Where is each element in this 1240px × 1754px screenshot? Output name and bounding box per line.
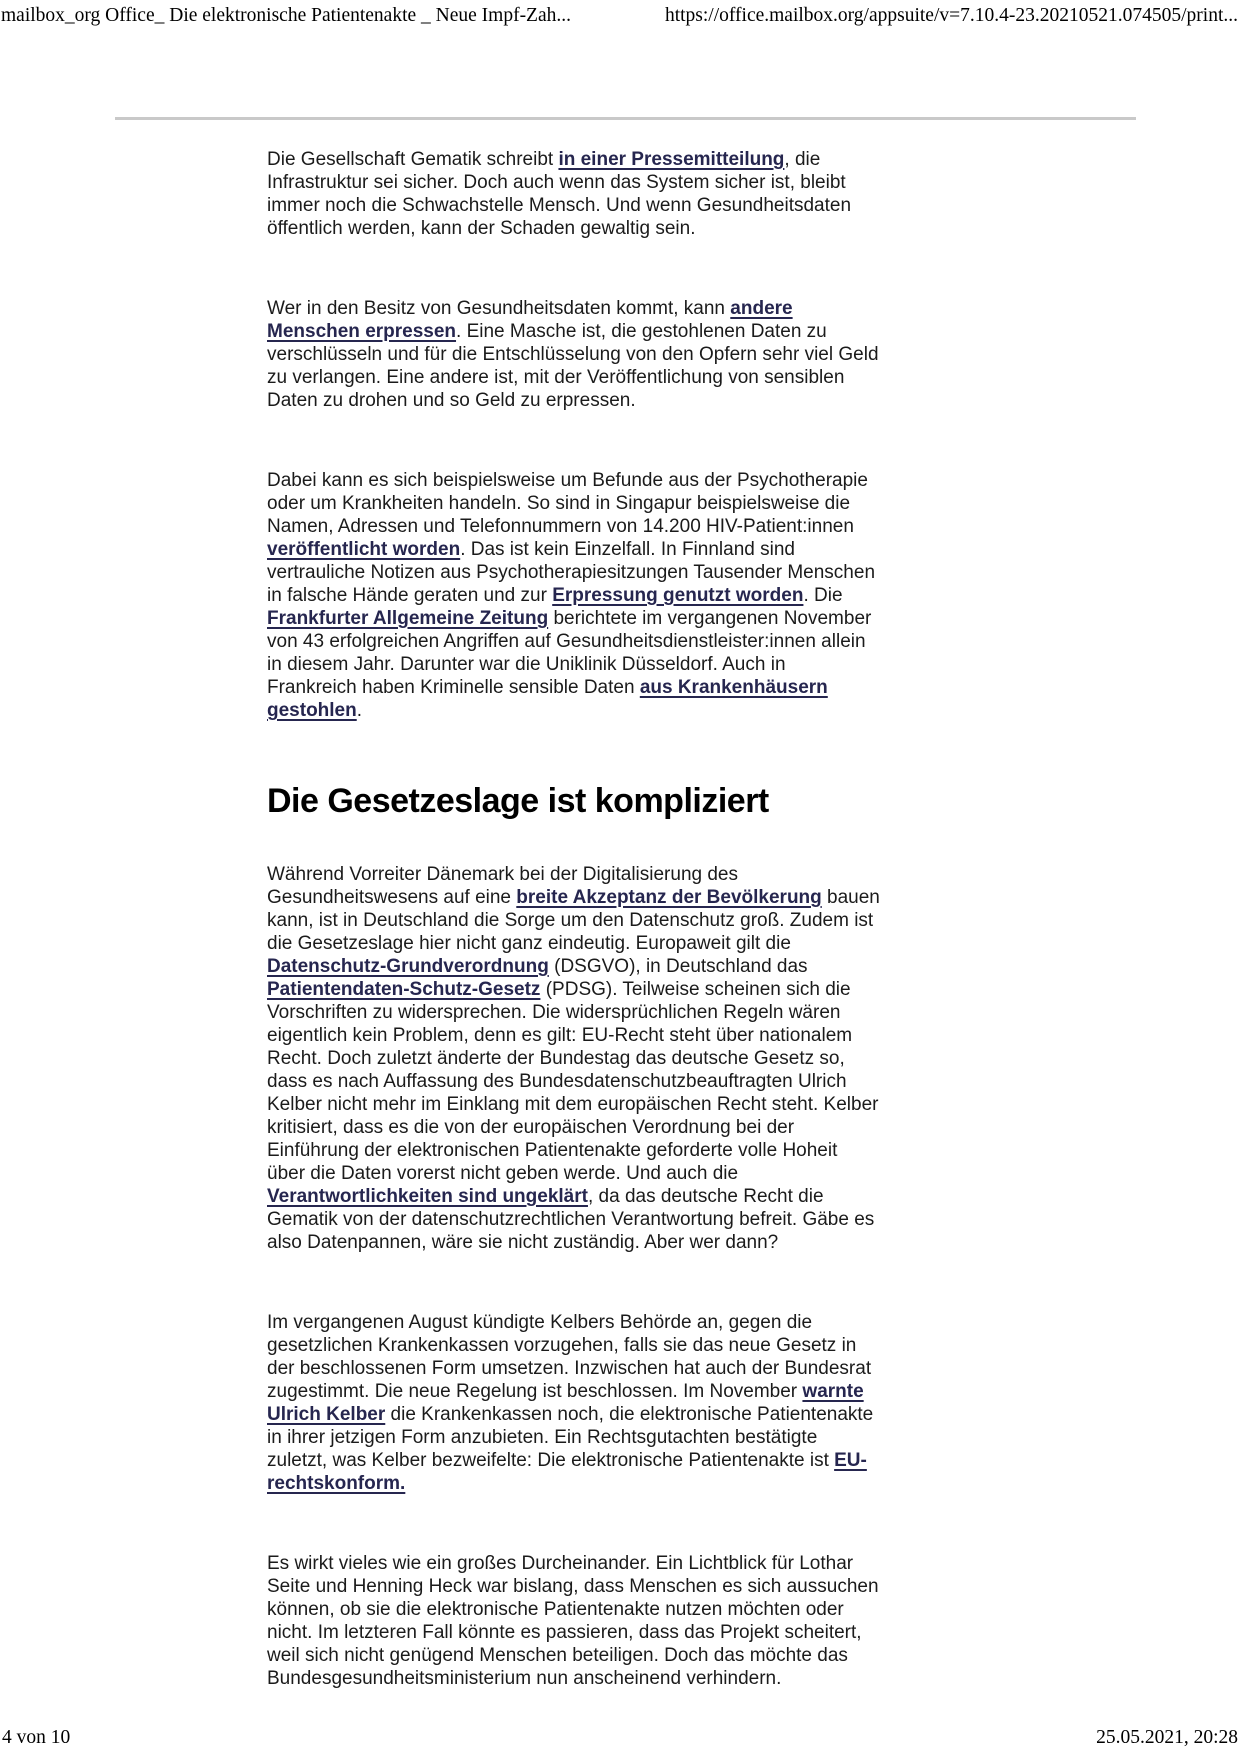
paragraph: Es wirkt vieles wie ein großes Durcheinander. Ein Lichtblick für Lothar Seite und Henning Heck war bislang, dass Menschen es sich aussuchen können, ob sie die elektronische Patientenakte nutzen möchten oder nicht. Im letzteren Fall könnte es passieren, dass das Projekt scheitert, weil sich nicht genügend Menschen beteiligen. Doch das möchte das Bundesgesundheitsministerium nun anscheinend verhindern. [267,1553,879,1689]
article [267,148,880,1747]
inline-link[interactable]: veröffentlicht worden [267,539,461,560]
paragraph: Während Vorreiter Dänemark bei der Digitalisierung des Gesundheitswesens auf eine breite Akzeptanz der Bevölkerung bauen kann, ist in Deutschland die Sorge um den Datenschutz groß. Zudem ist die Gesetzeslage hier nicht ganz eindeutig. Europaweit gilt die Datenschutz-Grundverordnung (DSGVO), in Deutschland das Patientendaten-Schutz-Gesetz (PDSG). Teilweise scheinen sich die Vorschriften zu widersprechen. Die widersprüchlichen Regeln wären eigentlich kein Problem, denn es gilt: EU-Recht steht über nationalem Recht. Doch zuletzt änderte der Bundestag das deutsche Gesetz so, dass es nach Auffassung des Bundesdatenschutzbeauftragten Ulrich Kelber nicht mehr im Einklang mit dem europäischen Recht steht. Kelber kritisiert, dass es die von der europäischen Verordnung bei der Einführung der elektronischen Patientenakte geforderte volle Hoheit über die Daten vorerst nicht geben werde. Und auch die Verantwortlichkeiten sind ungeklärt, da das deutsche Recht die Gematik von der datenschutzrechtlichen Verantwortung befreit. Gäbe es also Datenpannen, wäre sie nicht zuständig. Aber wer dann? [267,864,880,1253]
inline-link[interactable]: warnte Ulrich Kelber [267,1381,864,1425]
inline-link[interactable]: Frankfurter Allgemeine Zeitung [267,608,549,629]
section-heading: Die Gesetzeslage ist kompliziert [267,782,769,820]
print-header [0,4,1238,28]
inline-link[interactable]: breite Akzeptanz der Bevölkerung [516,887,822,908]
inline-link[interactable]: Erpressung genutzt worden [552,585,804,606]
paragraph: Dabei kann es sich beispielsweise um Befunde aus der Psychotherapie oder um Krankheiten handeln. So sind in Singapur beispielsweise die Namen, Adressen und Telefonnummern von 14.200 HIV-Patient:innen veröffentlicht worden. Das ist kein Einzelfall. In Finnland sind vertrauliche Notizen aus Psychotherapiesitzungen Tausender Menschen in falsche Hände geraten und zur Erpressung genutzt worden. Die Frankfurter Allgemeine Zeitung berichtete im vergangenen November von 43 erfolgreichen Angriffen auf Gesundheitsdienstleister:innen allein in diesem Jahr. Darunter war die Uniklinik Düsseldorf. Auch in Frankreich haben Kriminelle sensible Daten aus Krankenhäusern gestohlen. [267,470,876,721]
inline-link[interactable]: EU-rechtskonform. [267,1450,867,1494]
inline-link[interactable]: Verantwortlichkeiten sind ungeklärt [267,1186,588,1207]
inline-link[interactable]: Datenschutz-Grundverordnung [267,956,549,977]
inline-link[interactable]: andere Menschen erpressen [267,298,793,342]
inline-link[interactable]: aus Krankenhäusern gestohlen [267,677,828,721]
inline-link[interactable]: Patientendaten-Schutz-Gesetz [267,979,541,1000]
print-footer-datetime: 25.05.2021, 20:28 [1096,1727,1238,1748]
paragraph: Die Gesellschaft Gematik schreibt in einer Pressemitteilung, die Infrastruktur sei sicher. Doch auch wenn das System sicher ist, bleibt immer noch die Schwachstelle Mensch. Und wenn Gesundheitsdaten öffentlich werden, kann der Schaden gewaltig sein. [267,149,852,239]
paragraph: Im vergangenen August kündigte Kelbers Behörde an, gegen die gesetzlichen Krankenkassen vorzugehen, falls sie das neue Gesetz in der beschlossenen Form umsetzen. Inzwischen hat auch der Bundesrat zugestimmt. Die neue Regelung ist beschlossen. Im November warnte Ulrich Kelber die Krankenkassen noch, die elektronische Patientenakte in ihrer jetzigen Form anzubieten. Ein Rechtsgutachten bestätigte zuletzt, was Kelber bezweifelte: Die elektronische Patientenakte ist EU-rechtskonform. [267,1312,874,1494]
inline-link[interactable]: in einer Pressemitteilung [558,149,785,170]
print-header-url: https://office.mailbox.org/appsuite/v=7.10.4-23.20210521.074505/print... [664,5,1238,26]
paragraph: Wer in den Besitz von Gesundheitsdaten kommt, kann andere Menschen erpressen. Eine Masche ist, die gestohlenen Daten zu verschlüsseln und für die Entschlüsselung von den Opfern sehr viel Geld zu verlangen. Eine andere ist, mit der Veröffentlichung von sensiblen Daten zu drohen und so Geld zu erpressen. [267,298,879,411]
print-header-title: mailbox_org Office_ Die elektronische Patientenakte _ Neue Impf-Zah... [1,5,572,26]
header-rule [115,117,1136,120]
print-footer-page-number: 4 von 10 [2,1727,71,1748]
